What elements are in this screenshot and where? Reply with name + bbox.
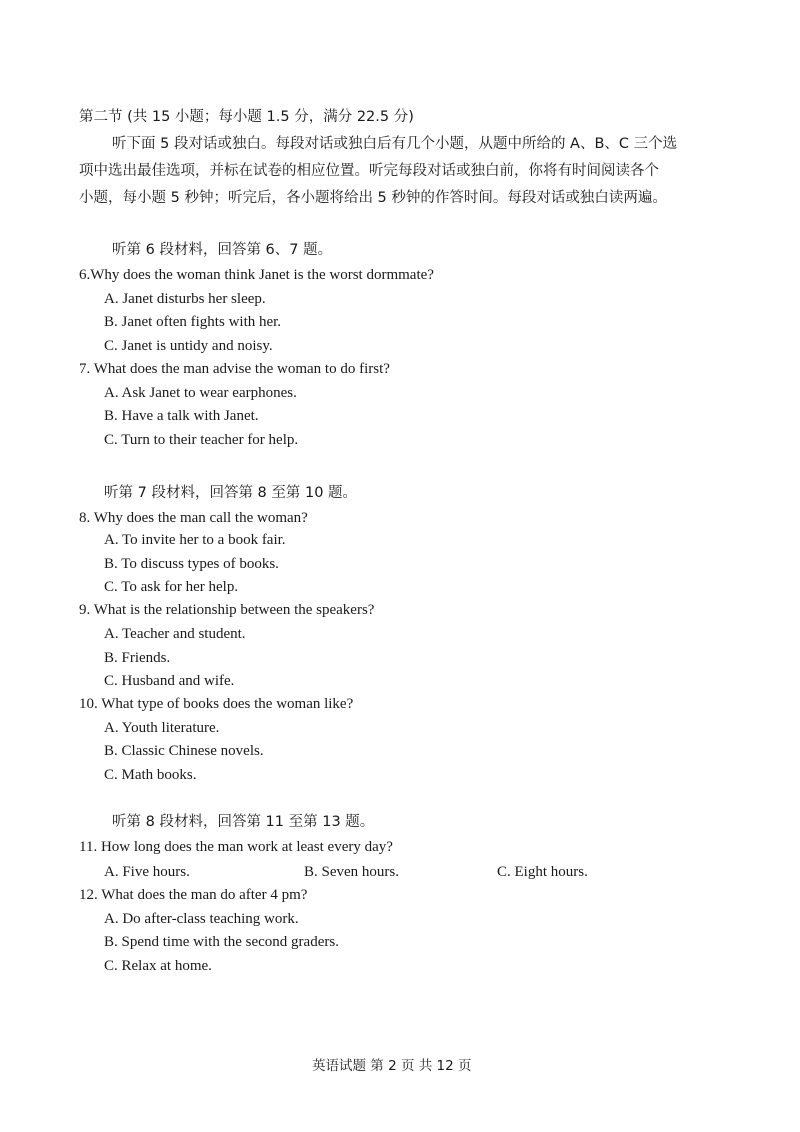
question-stem-12: 12. What does the man do after 4 pm? — [79, 887, 308, 903]
option-7a: A. Ask Janet to wear earphones. — [104, 385, 297, 401]
section-title: 第二节 (共 15 小题；每小题 1.5 分，满分 22.5 分) — [79, 109, 414, 125]
option-8a: A. To invite her to a book fair. — [104, 532, 286, 548]
instruction-line-2: 项中选出最佳选项，并标在试卷的相应位置。听完每段对话或独白前，你将有时间阅读各个 — [79, 163, 659, 179]
option-8b: B. To discuss types of books. — [104, 556, 279, 572]
question-stem-6: 6.Why does the woman think Janet is the worst dormmate? — [79, 267, 434, 283]
option-11b: B. Seven hours. — [304, 864, 399, 880]
question-stem-8: 8. Why does the man call the woman? — [79, 510, 308, 526]
option-7c: C. Turn to their teacher for help. — [104, 432, 299, 448]
option-9a: A. Teacher and student. — [104, 626, 246, 642]
option-10c: C. Math books. — [104, 767, 197, 783]
option-6a: A. Janet disturbs her sleep. — [104, 291, 266, 307]
question-stem-11: 11. How long does the man work at least every day? — [79, 839, 393, 855]
option-12c: C. Relax at home. — [104, 958, 212, 974]
option-12a: A. Do after-class teaching work. — [104, 911, 299, 927]
option-7b: B. Have a talk with Janet. — [104, 408, 259, 424]
page-footer: 英语试题 第 2 页 共 12 页 — [312, 1058, 472, 1074]
question-stem-10: 10. What type of books does the woman like? — [79, 696, 354, 712]
instruction-line-3: 小题，每小题 5 秒钟；听完后，各小题将给出 5 秒钟的作答时间。每段对话或独白读两遍。 — [79, 190, 667, 206]
instruction-line-1: 听下面 5 段对话或独白。每段对话或独白后有几个小题，从题中所给的 A、B、C 三个选 — [112, 136, 678, 152]
option-11a: A. Five hours. — [104, 864, 190, 880]
option-6c: C. Janet is untidy and noisy. — [104, 338, 273, 354]
group-heading-6: 听第 6 段材料，回答第 6、7 题。 — [112, 242, 333, 258]
option-12b: B. Spend time with the second graders. — [104, 934, 339, 950]
group-heading-7: 听第 7 段材料，回答第 8 至第 10 题。 — [104, 485, 358, 501]
option-11c: C. Eight hours. — [497, 864, 588, 880]
option-10b: B. Classic Chinese novels. — [104, 743, 264, 759]
option-9c: C. Husband and wife. — [104, 673, 235, 689]
question-stem-7: 7. What does the man advise the woman to do first? — [79, 361, 390, 377]
group-heading-8: 听第 8 段材料，回答第 11 至第 13 题。 — [112, 814, 375, 830]
option-8c: C. To ask for her help. — [104, 579, 239, 595]
option-6b: B. Janet often fights with her. — [104, 314, 282, 330]
question-stem-9: 9. What is the relationship between the speakers? — [79, 602, 375, 618]
option-9b: B. Friends. — [104, 650, 171, 666]
option-10a: A. Youth literature. — [104, 720, 220, 736]
